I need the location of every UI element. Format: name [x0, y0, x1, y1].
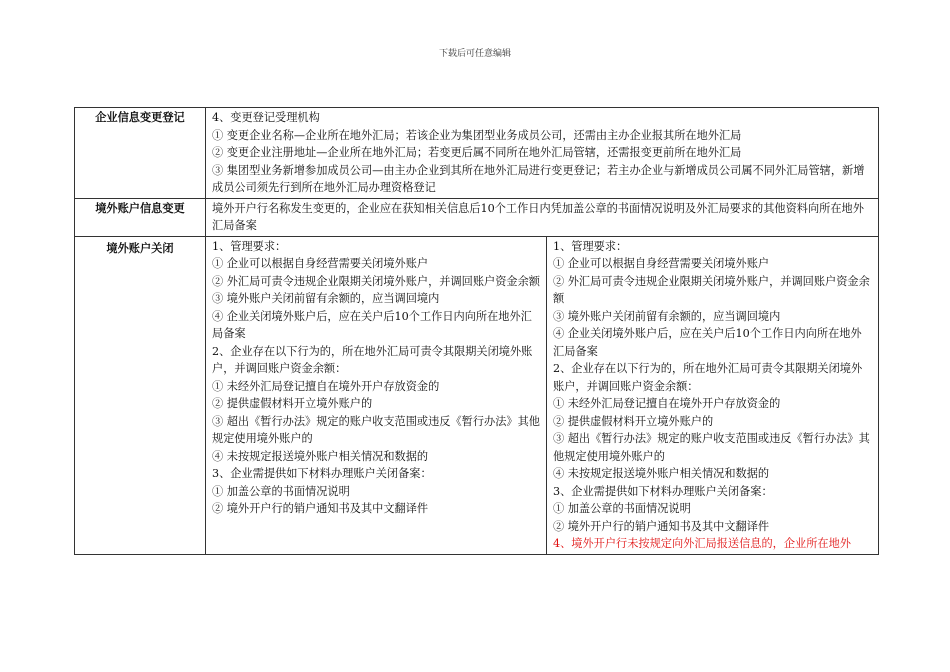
content-line: ③ 超出《暂行办法》规定的账户收支范围或违反《暂行办法》其他规定使用境外账户的 — [553, 432, 870, 463]
content-line: 1、管理要求： — [553, 239, 628, 253]
table-row-change-registration — [75, 108, 879, 199]
content-line: ④ 未按规定报送境外账户相关情况和数据的 — [553, 467, 770, 480]
content-line: 4、变更登记受理机构 — [212, 111, 320, 124]
content-line: ③ 超出《暂行办法》规定的账户收支范围或违反《暂行办法》其他规定使用境外账户的 — [212, 414, 540, 445]
content-line: ② 境外开户行的销户通知书及其中文翻译件 — [212, 502, 429, 515]
row-label-account-close: 境外账户关闭 — [75, 236, 206, 554]
content-line: 3、企业需提供如下材料办理账户关闭备案： — [553, 484, 773, 498]
content-line: 1、管理要求： — [212, 239, 287, 253]
content-line: 境外开户行名称发生变更的，企业应在获知相关信息后10个工作日内凭加盖公章的书面情况说明及外汇局要求的其他资料向所在地外汇局备案 — [212, 201, 864, 232]
account-close-right-content — [547, 236, 879, 554]
content-line: ③ 境外账户关闭前留有余额的，应当调回境内 — [212, 292, 440, 305]
content-line: ② 外汇局可责令违规企业限期关闭境外账户，并调回账户资金余额 — [553, 274, 870, 305]
content-line: ② 外汇局可责令违规企业限期关闭境外账户，并调回账户资金余额 — [212, 274, 540, 288]
content-line: 2、企业存在以下行为的，所在地外汇局可责令其限期关闭境外账户，并调回账户资金余额： — [553, 362, 863, 393]
content-line: ① 企业可以根据自身经营需要关闭境外账户 — [212, 257, 429, 270]
row-label-change-registration: 企业信息变更登记 — [75, 108, 206, 199]
table-row-account-change — [75, 198, 879, 236]
table-row-account-close — [75, 236, 879, 554]
content-line: ② 变更企业注册地址—企业所在地外汇局；若变更后属不同所在地外汇局管辖，还需报变更前所在地外汇局 — [212, 146, 742, 159]
content-line: ① 未经外汇局登记擅自在境外开户存放资金的 — [553, 397, 781, 410]
change-registration-content — [206, 108, 879, 199]
content-line-red: 4、境外开户行未按规定向外汇局报送信息的，企业所在地外 — [553, 537, 851, 550]
content-line: ① 加盖公章的书面情况说明 — [553, 502, 691, 515]
document-table — [74, 107, 879, 555]
content-line: ① 企业可以根据自身经营需要关闭境外账户 — [553, 257, 770, 270]
content-line: ③ 集团型业务新增参加成员公司—由主办企业到其所在地外汇局进行变更登记；若主办企业与新增成员公司属不同外汇局管辖，新增成员公司须先行到所在地外汇局办理资格登记 — [212, 163, 865, 194]
page-header-note: 下载后可任意编辑 — [438, 49, 511, 59]
content-line: 2、企业存在以下行为的，所在地外汇局可责令其限期关闭境外账户，并调回账户资金余额： — [212, 344, 533, 375]
content-line: 3、企业需提供如下材料办理账户关闭备案： — [212, 467, 432, 480]
content-line: ④ 未按规定报送境外账户相关情况和数据的 — [212, 449, 429, 463]
content-line: ① 加盖公章的书面情况说明 — [212, 484, 350, 498]
content-line: ② 提供虚假材料开立境外账户的 — [553, 414, 714, 428]
row-label-account-change: 境外账户信息变更 — [75, 198, 206, 236]
account-change-content — [206, 198, 879, 236]
content-line: ① 未经外汇局登记擅自在境外开户存放资金的 — [212, 379, 440, 393]
content-line: ③ 境外账户关闭前留有余额的，应当调回境内 — [553, 309, 781, 323]
account-close-left-content — [206, 236, 547, 554]
content-line: ② 提供虚假材料开立境外账户的 — [212, 397, 373, 410]
content-line: ④ 企业关闭境外账户后，应在关户后10个工作日内向所在地外汇局备案 — [553, 327, 862, 358]
content-line: ① 变更企业名称—企业所在地外汇局；若该企业为集团型业务成员公司，还需由主办企业报其所在地外汇局 — [212, 128, 742, 142]
content-line: ④ 企业关闭境外账户后，应在关户后10个工作日内向所在地外汇局备案 — [212, 309, 532, 340]
content-line: ② 境外开户行的销户通知书及其中文翻译件 — [553, 519, 770, 533]
